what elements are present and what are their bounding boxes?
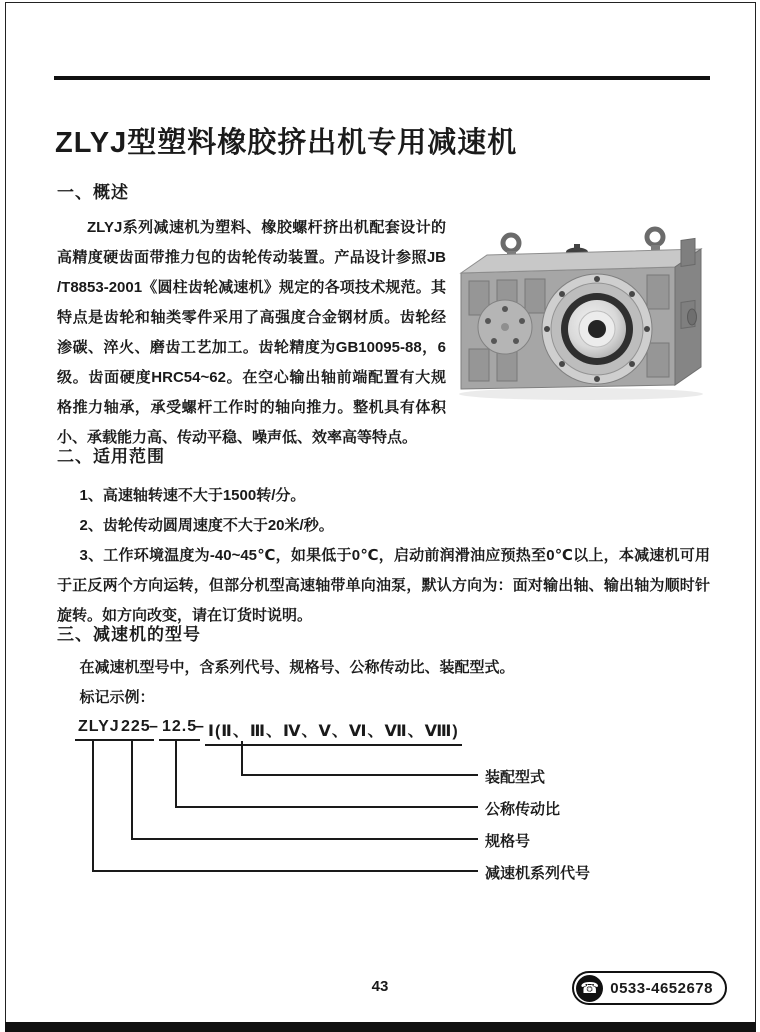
application-item-1: 1、高速轴转速不大于1500转/分。 xyxy=(79,487,306,504)
designation-dash-1: – xyxy=(149,718,158,735)
designation-series: ZLYJ xyxy=(75,718,123,741)
application-item-3: 3、工作环境温度为-40~45℃，如果低于0℃，启动前润滑油应预热至0℃以上，本减速机可用于正反两个方向运转，但部分机型高速轴带单向油泵，默认方向为：面对输出轴、输出轴为顺时针旋转。如方向改变，请在订货时说明。 xyxy=(57,547,710,624)
label-ratio: 公称传动比 xyxy=(485,801,561,818)
designation-size: 225 xyxy=(118,718,154,741)
connector-series xyxy=(92,741,478,872)
page-number: 43 xyxy=(371,978,389,995)
model-intro: 在减速机型号中，含系列代号、规格号、公称传动比、装配型式。 xyxy=(79,659,515,676)
page-title: ZLYJ型塑料橡胶挤出机专用减速机 xyxy=(55,127,518,159)
section-overview xyxy=(57,178,713,453)
overview-heading: 一、概述 xyxy=(57,183,129,202)
bottom-bar xyxy=(5,1022,756,1032)
designation-ratio: 12.5 xyxy=(159,718,200,741)
designation-dash-2: – xyxy=(195,718,204,735)
reducer-product-photo xyxy=(449,217,713,453)
overview-body: ZLYJ系列减速机为塑料、橡胶螺杆挤出机配套设计的高精度硬齿面带推力包的齿轮传动装置。产品设计参照JB /T8853-2001《圆柱齿轮减速机》规定的各项技术规范。其特点是齿轮和轴类零件采用了高强度合金钢材质。齿轮经渗碳、淬火、磨齿工艺加工。齿轮精度为GB10095-88，6级。齿面硬度HRC54~62。在空心输出轴前端配置有大规格推力轴承，承受螺杆工作时的轴向推力。整机具有体积小、承载能力高、传动平稳、噪声低、效率高等特点。 xyxy=(57,219,446,446)
label-assembly: 装配型式 xyxy=(485,769,546,786)
label-series: 减速机系列代号 xyxy=(485,865,591,882)
section-application xyxy=(57,442,710,631)
model-example-label: 标记示例： xyxy=(79,689,155,706)
top-rule xyxy=(54,76,710,80)
designation-assembly: Ⅰ(Ⅱ、Ⅲ、Ⅳ、Ⅴ、Ⅵ、Ⅶ、Ⅷ) xyxy=(205,718,462,746)
model-designation-diagram xyxy=(57,712,713,890)
label-size: 规格号 xyxy=(485,833,531,850)
telephone-icon: ☎ xyxy=(576,975,603,1002)
section-model xyxy=(57,620,710,713)
phone-badge xyxy=(572,971,727,1005)
application-heading: 二、适用范围 xyxy=(57,447,165,466)
application-item-2: 2、齿轮传动圆周速度不大于20米/秒。 xyxy=(79,517,334,534)
phone-number: 0533-4652678 xyxy=(610,979,713,997)
model-heading: 三、减速机的型号 xyxy=(57,625,201,644)
